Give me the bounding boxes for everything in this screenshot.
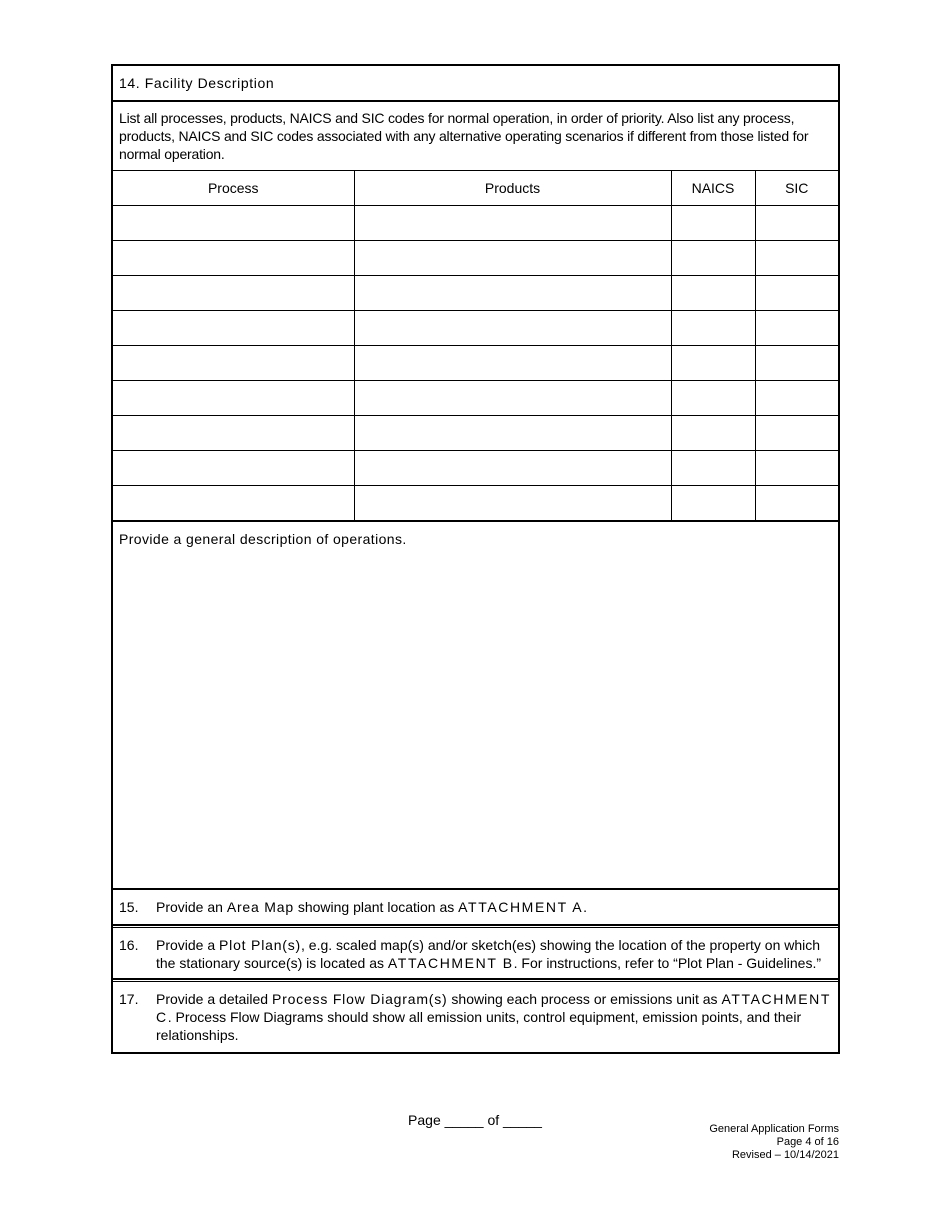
process-cell[interactable]	[113, 381, 354, 416]
naics-cell[interactable]	[671, 241, 755, 276]
sic-cell[interactable]	[755, 451, 838, 486]
sic-cell[interactable]	[755, 416, 838, 451]
naics-cell[interactable]	[671, 346, 755, 381]
operations-description-label: Provide a general description of operations.	[119, 531, 407, 547]
area-map-term: Area Map	[226, 899, 294, 915]
products-cell[interactable]	[354, 276, 671, 311]
process-cell[interactable]	[113, 486, 354, 521]
naics-cell[interactable]	[671, 276, 755, 311]
products-cell[interactable]	[354, 206, 671, 241]
process-cell[interactable]	[113, 206, 354, 241]
table-row	[113, 311, 838, 346]
sic-cell[interactable]	[755, 486, 838, 521]
products-cell[interactable]	[354, 346, 671, 381]
sic-cell[interactable]	[755, 346, 838, 381]
section-17-process-flow	[113, 981, 838, 1052]
products-cell[interactable]	[354, 416, 671, 451]
sic-cell[interactable]	[755, 206, 838, 241]
products-cell[interactable]	[354, 311, 671, 346]
products-cell[interactable]	[354, 451, 671, 486]
page-of: Page 4 of 16	[776, 1136, 839, 1148]
table-row	[113, 241, 838, 276]
sic-cell[interactable]	[755, 381, 838, 416]
table-row	[113, 486, 838, 521]
process-cell[interactable]	[113, 241, 354, 276]
process-cell[interactable]	[113, 346, 354, 381]
column-header-sic: SIC	[755, 171, 838, 206]
facility-description-form	[111, 64, 840, 1054]
process-cell[interactable]	[113, 276, 354, 311]
form-name: General Application Forms	[709, 1123, 839, 1135]
section-14-title: 14. Facility Description	[113, 66, 838, 102]
page-number-blank: Page _____ of _____	[408, 1112, 542, 1128]
sic-cell[interactable]	[755, 276, 838, 311]
naics-cell[interactable]	[671, 381, 755, 416]
naics-cell[interactable]	[671, 451, 755, 486]
table-row	[113, 346, 838, 381]
plot-plan-term: Plot Plan(s)	[219, 937, 302, 953]
section-15-area-map	[113, 890, 838, 926]
attachment-a-label: ATTACHMENT A	[458, 899, 584, 915]
section-15-text: Provide an Area Map showing plant location as ATTACHMENT A.	[156, 899, 588, 915]
sic-cell[interactable]	[755, 311, 838, 346]
process-codes-table	[113, 171, 838, 521]
naics-cell[interactable]	[671, 416, 755, 451]
table-header-row	[113, 171, 838, 206]
column-header-process: Process	[113, 171, 354, 206]
column-header-naics: NAICS	[671, 171, 755, 206]
section-17-text: Provide a detailed Process Flow Diagram(s) showing each process or emissions unit as ATTACHMENT C. Process Flow Diagrams should show all emission units, control equipment, emission points, and their relationships.	[156, 991, 831, 1043]
naics-cell[interactable]	[671, 206, 755, 241]
column-header-products: Products	[354, 171, 671, 206]
process-cell[interactable]	[113, 416, 354, 451]
section-15-number: 15.	[119, 899, 139, 915]
table-row	[113, 206, 838, 241]
table-row	[113, 451, 838, 486]
table-row	[113, 276, 838, 311]
section-16-text: Provide a Plot Plan(s), e.g. scaled map(s) and/or sketch(es) showing the location of the property on which the stationary source(s) is located as ATTACHMENT B. For instructions, refer to “Plot Plan - Guidelines.”	[156, 937, 821, 971]
attachment-c-label: ATTACHMENT C	[156, 991, 831, 1025]
process-cell[interactable]	[113, 451, 354, 486]
operations-description-field[interactable]	[113, 521, 838, 890]
section-16-number: 16.	[119, 937, 139, 953]
products-cell[interactable]	[354, 241, 671, 276]
revised-date: Revised – 10/14/2021	[731, 1149, 839, 1161]
section-17-number: 17.	[119, 991, 139, 1007]
process-flow-diagram-term: Process Flow Diagram(s)	[271, 991, 448, 1007]
table-row	[113, 416, 838, 451]
products-cell[interactable]	[354, 486, 671, 521]
table-row	[113, 381, 838, 416]
attachment-b-label: ATTACHMENT B	[387, 955, 514, 971]
products-cell[interactable]	[354, 381, 671, 416]
naics-cell[interactable]	[671, 486, 755, 521]
process-cell[interactable]	[113, 311, 354, 346]
sic-cell[interactable]	[755, 241, 838, 276]
naics-cell[interactable]	[671, 311, 755, 346]
form-footer	[709, 1123, 839, 1162]
section-14-instructions: List all processes, products, NAICS and SIC codes for normal operation, in order of priority. Also list any process, products, NAICS and SIC codes associated with any alternative operating scenarios if different from those listed for normal operation.	[113, 102, 838, 171]
section-16-plot-plan	[113, 927, 838, 980]
